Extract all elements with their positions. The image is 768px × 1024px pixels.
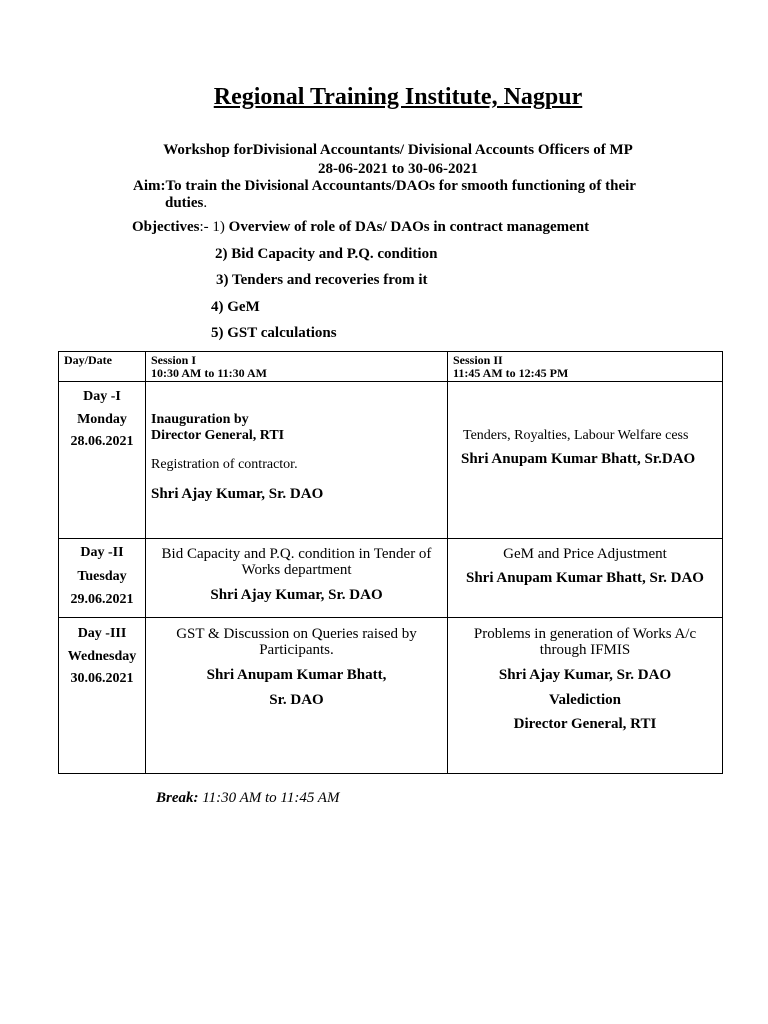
- aim-line-2: [165, 195, 207, 212]
- aim-text-2: duties: [165, 195, 204, 211]
- row3-s1-topic-2: Participants.: [259, 642, 334, 658]
- header-session1-time: 10:30 AM to 11:30 AM: [151, 366, 267, 380]
- row1-weekday: Monday: [77, 412, 127, 427]
- row3-s1-speaker-2: Sr. DAO: [269, 692, 324, 708]
- row1-s1-line2: Director General, RTI: [151, 428, 285, 443]
- row1-day: Day -I: [83, 389, 121, 404]
- objective-item-4: 4) GeM: [211, 299, 260, 315]
- header-daydate: Day/Date: [64, 353, 112, 367]
- row1-date: 28.06.2021: [70, 434, 134, 449]
- row2-weekday: Tuesday: [77, 569, 127, 584]
- row1-s2-speaker: Shri Anupam Kumar Bhatt, Sr.DAO: [461, 451, 696, 467]
- row1-s1-speaker: Shri Ajay Kumar, Sr. DAO: [151, 486, 324, 502]
- schedule-table: [58, 351, 723, 774]
- row2-s1-topic-2: Works department: [241, 562, 352, 578]
- header-session2-time: 11:45 AM to 12:45 PM: [453, 366, 569, 380]
- break-line: [156, 790, 339, 807]
- row2-day: Day -II: [80, 545, 124, 560]
- break-time: 11:30 AM to 11:45 AM: [202, 790, 340, 806]
- aim-text-1: :To train the Divisional Accountants/DAOs for smooth functioning of their: [160, 178, 636, 194]
- row3-s2-extra-2: Director General, RTI: [513, 716, 657, 732]
- row2-s1-topic-1: Bid Capacity and P.Q. condition in Tender of: [161, 546, 432, 562]
- row-divider: [59, 538, 722, 539]
- workshop-dates: 28-06-2021 to 30-06-2021: [318, 161, 478, 177]
- objectives-line-1: [132, 219, 589, 236]
- objective-item-2: 2) Bid Capacity and P.Q. condition: [215, 246, 438, 262]
- objectives-label: Objectives: [132, 219, 200, 235]
- row3-day: Day -III: [77, 626, 127, 641]
- page-title: Regional Training Institute, Nagpur: [213, 84, 583, 110]
- aim-label: Aim: [133, 178, 161, 194]
- row3-weekday: Wednesday: [67, 649, 137, 664]
- objectives-sep: :- 1): [199, 219, 225, 235]
- row3-s2-topic-2: through IFMIS: [539, 642, 631, 658]
- objective-item-3: 3) Tenders and recoveries from it: [216, 272, 428, 288]
- aim-period: .: [203, 195, 208, 211]
- row2-s2-topic: GeM and Price Adjustment: [503, 546, 667, 562]
- row-divider: [59, 381, 722, 382]
- row3-s1-topic-1: GST & Discussion on Queries raised by: [176, 626, 417, 642]
- aim-line: [133, 178, 636, 195]
- header-session2-title: Session II: [453, 353, 503, 367]
- objective-item-5: 5) GST calculations: [211, 325, 337, 341]
- row-divider: [59, 617, 722, 618]
- row3-s2-extra-1: Valediction: [549, 692, 621, 708]
- header-session1-title: Session I: [151, 353, 197, 367]
- objective-item-1: Overview of role of DAs/ DAOs in contract management: [228, 219, 590, 235]
- row2-s1-speaker: Shri Ajay Kumar, Sr. DAO: [210, 587, 383, 603]
- row2-date: 29.06.2021: [70, 592, 134, 607]
- workshop-title: Workshop forDivisional Accountants/ Divisional Accounts Officers of MP: [163, 142, 633, 158]
- row3-s1-speaker-1: Shri Anupam Kumar Bhatt,: [206, 667, 387, 683]
- row2-s2-speaker: Shri Anupam Kumar Bhatt, Sr. DAO: [466, 570, 704, 586]
- row1-s1-line1: Inauguration by: [151, 412, 249, 427]
- row1-s2-topic: Tenders, Royalties, Labour Welfare cess: [463, 428, 689, 443]
- row3-s2-speaker: Shri Ajay Kumar, Sr. DAO: [498, 667, 672, 683]
- row3-s2-topic-1: Problems in generation of Works A/c: [473, 626, 697, 642]
- row1-s1-line3: Registration of contractor.: [151, 457, 298, 472]
- break-label: Break:: [156, 790, 199, 806]
- row3-date: 30.06.2021: [70, 671, 134, 686]
